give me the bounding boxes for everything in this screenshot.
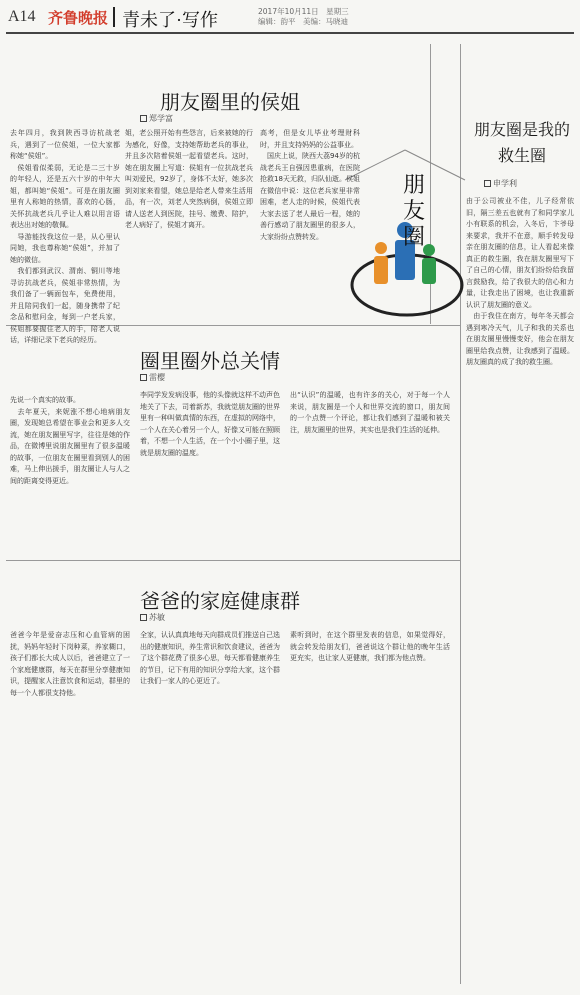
article-title: 爸爸的家庭健康群 [140, 591, 300, 613]
article-column: 李同学发发病没事，他的头像就这样不动声色地关了下去，司着新苏，我就觉朋友圈的世界里有一种叫做真情的东西，在虚拟的网络中，一个人在关心着另一个人，好像又可能在照顾着，不想一个人生活，在一个小小圈子里，这就是朋友圈的温度。 [140, 391, 280, 457]
article-column: 先说一个真实的故事。 去年夏天，来妮涨不想心地病朋友圈，发现她总希望在事业会和更多人交流，她在朋友圈里写字，往往是她的作品，在微博里说朋友圈里有了很多温暖的故事，一位朋友在圈里看到别人的困难，马上伸出援手，朋友圈让人与人之间的距离变得更近。 [10, 396, 130, 485]
article-title: 朋友圈里的侯姐 [160, 92, 300, 114]
article-column: 出“认识”的温暖，也有许多的关心，对于每一个人来说，朋友圈是一个人和世界交流的窗口，朋友间的一个点赞一个评论，都让我们感到了温暖和被关注，朋友圈里的世界，其实也是我们生活的延伸。 [290, 391, 450, 434]
page-header [0, 0, 580, 34]
page-number: A14 [8, 8, 36, 25]
header-rule [6, 32, 574, 34]
article-column: 爸爸今年是爱奋志压和心血管病的困扰，妈妈年轻时下岗种菜，养家糊口，孩子们都长大成人以后，爸爸建立了一个家庭健康群，每天在群里分享健康知识，提醒家人注意饮食和运动，群里的每一个人都很支持他。 [10, 631, 130, 697]
author-name: 申学利 [493, 179, 517, 188]
article-byline [140, 113, 173, 124]
article-byline [484, 178, 517, 189]
article-column: 由于公司被业不佳，儿子经常依旧，隔三差五也就有了和同学家儿小有联系的机会，入冬后，卞爷母来要求，我并不在意，顺手转发母亲在朋友圈的信息，让人看起来像真正的救生圈，我在朋友圈里写下了自己的心情，朋友们纷纷给我留言鼓励我，给了我很大的信心和力量，让我走出了困境，也让我重新认识了朋友圈的意义。 由于我住在南方，每年冬天都会遇到寒冷天气，儿子和我的关系也在朋友圈里慢慢变好，他会在朋友圈里给我点赞，让我感到了温暖。朋友圈真的成了我的救生圈。 [466, 197, 574, 366]
section-title: 青未了·写作 [122, 10, 218, 30]
section-divider [6, 560, 460, 561]
article-byline [140, 372, 165, 383]
newspaper-logo: 齐鲁晚报 [48, 11, 109, 27]
editors-credit: 编辑：韵平 美编：马晓迪 [258, 17, 348, 26]
author-name: 雷樱 [149, 373, 165, 382]
article-column: 素听到时，在这个群里发表的信息，如果觉得好，就会转发给朋友们，爸爸说这个群让他的晚年生活更充实，也让家人更健康，我们都为他点赞。 [290, 631, 450, 662]
article-title: 圈里圈外总关情 [140, 351, 280, 373]
article-title: 朋友圈是我的救生圈 [473, 122, 570, 165]
issue-info [258, 7, 349, 27]
article-column: 高考，但是女儿毕业考理财科时，并且支持妈妈的公益事业。 国庆上说，陕西大荔94岁的杭战老兵王自强因患重病，在医院抢救18天无救，归队仙逝。侯姐在微信中说：这位老兵家里非常困难，老人走的时候，侯姐代表大家去送了老人最后一程，她的善行感动了朋友圈里的很多人，大家纷纷点赞转发。 [260, 129, 360, 241]
author-name: 郑学富 [149, 114, 173, 123]
author-name: 苏敏 [149, 613, 165, 622]
friends-circle-graphic [345, 150, 465, 320]
article-column: 去年四月，我到陕西寻访杭战老兵，遇到了一位侯姐，一位大家都称她“侯姐”。 侯姐看似柔弱，无论是二三十岁的年轻人，还是五六十岁的中年大姐，都叫她“侯姐”。可是在朋友圈里有人称她的热情，喜欢的心肠，关怀抗战老兵几乎让人难以用言语表达出对她的敬佩。 导游能找我这位一是，从心里认同她，我也尊称她“侯姐”，并加了她的微信。 我们都到武汉、渭南、铜川等地寻访抗战老兵，侯姐非常热情，为我们备了一辆面包车，免费使用，并且陪同我们一起，随身携带了纪念品和慰问金，每到一户老兵家，侯姐都要握住老人的手，陪老人说话，详细记录下老兵的经历。 [10, 129, 120, 344]
header-divider [113, 7, 115, 27]
article-column: 姐，老公照开始有些怨言，后来被她的行为感化，好像，支持她帮助老兵的事业，并且多次陪着侯姐一起看望老兵。这时，她在朋友圈上写道：侯姐有一位抗战老兵叫刘爱民，92岁了，身体不太好，她多次到刘家来看望，她总是给老人带来生活用品，有一次，刘老人突然病倒，侯姐立即请人送老人到医院，挂号、缴费、陪护，老人病好了，侯姐才离开。 [125, 129, 253, 229]
article-byline [140, 612, 165, 623]
article-column: 全家，认认真真地每天向群成员们推送自己选出的健康知识，养生常识和饮食建议，爸爸为了这个群花费了很多心思，每天都看健康养生的节目，记下有用的知识分享给大家，这个群让我们一家人的心更近了。 [140, 631, 280, 685]
issue-date: 2017年10月11日 星期三 [258, 7, 349, 16]
friends-circle-label: 朋友圈 [403, 172, 426, 249]
